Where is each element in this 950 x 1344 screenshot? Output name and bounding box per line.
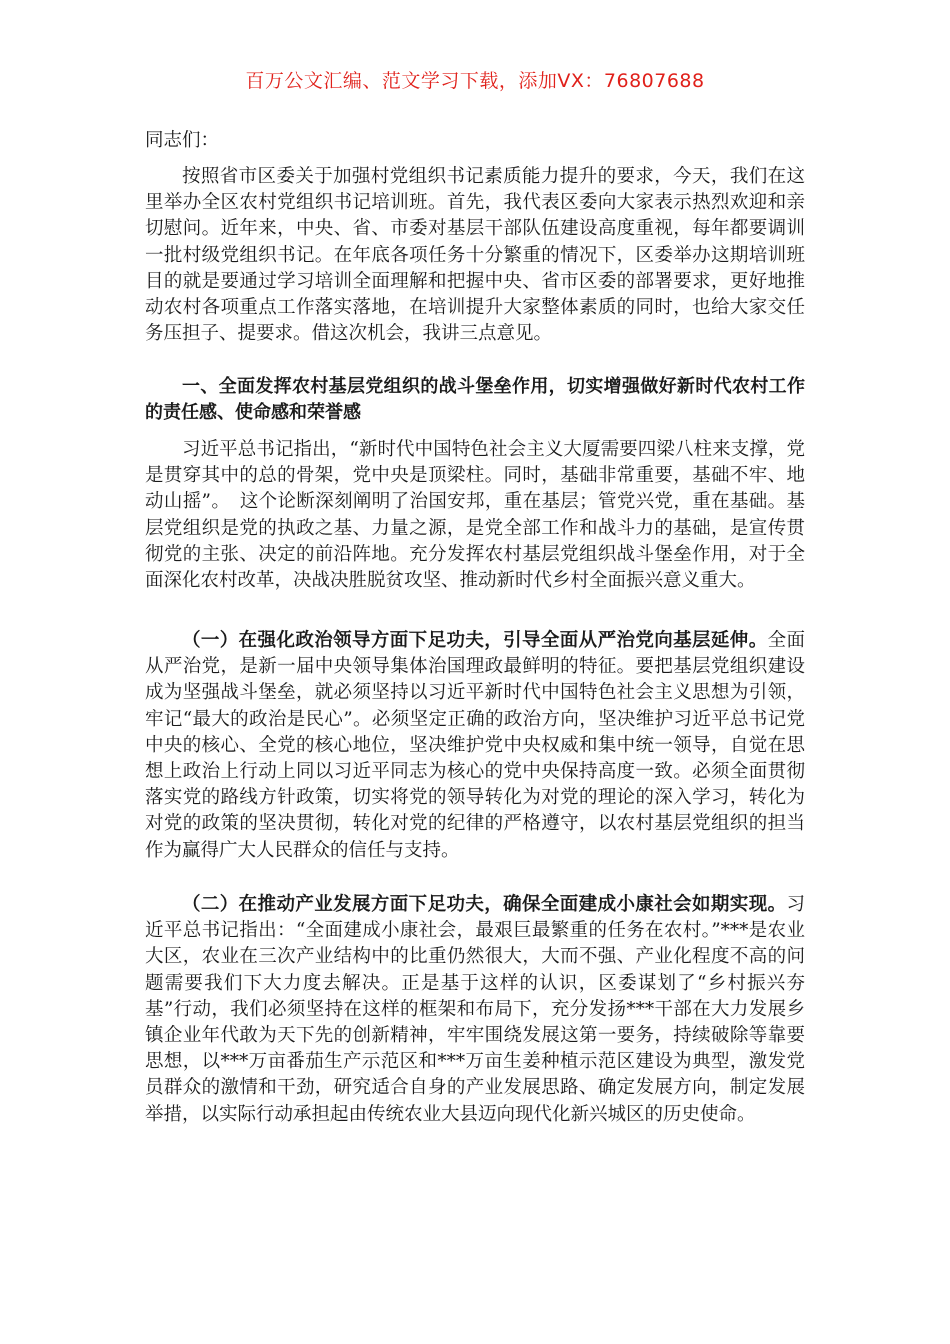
salutation: 同志们： (145, 130, 220, 151)
intro-paragraph: 按照省市区委关于加强村党组织书记素质能力提升的要求，今天，我们在这里举办全区农村党组织书记培训班。首先，我代表区委向大家表示热烈欢迎和亲切慰问。近年来，中央、省、市委对基层干部队伍建设高度重视，每年都要调训一批村级党组织书记。在年底各项任务十分繁重的情况下，区委举办这期培训班目的就是要通过学习培训全面理解和把握中央、省市区委的部署要求，更好地推动农村各项重点工作落实落地，在培训提升大家整体素质的同时，也给大家交任务压担子、提要求。借这次机会，我讲三点意见。 (145, 166, 805, 345)
section-1-paragraph: 习近平总书记指出，“新时代中国特色社会主义大厦需要四梁八柱来支撑，党是贯穿其中的总的骨架，党中央是顶梁柱。同时，基础非常重要，基础不牢、地动山摇”。 这个论断深刻阐明了治国安邦，重在基层；管党兴党，重在基础。基层党组织是党的执政之基、力量之源，是党全部工作和战斗力的基础，是宣传贯彻党的主张、决定的前沿阵地。充分发挥农村基层党组织战斗堡垒作用，对于全面深化农村改革，决战决胜脱贫攻坚、推动新时代乡村全面振兴意义重大。 (145, 439, 805, 592)
subsection-2-paragraph (145, 892, 805, 1128)
section-1-heading: 一、全面发挥农村基层党组织的战斗堡垒作用，切实增强做好新时代农村工作的责任感、使命感和荣誉感 (145, 376, 805, 424)
subsection-2-body: 习近平总书记指出：“全面建成小康社会，最艰巨最繁重的任务在农村。”***是农业大区，农业在三次产业结构中的比重仍然很大，大而不强、产业化程度不高的问题需要我们下大力度去解决。正是基于这样的认识，区委谋划了“乡村振兴夯基”行动，我们必须坚持在这样的框架和布局下，充分发扬***干部在大力发展乡镇企业年代敢为天下先的创新精神，牢牢围绕发展这第一要务，持续破除等靠要思想，以***万亩番茄生产示范区和***万亩生姜种植示范区建设为典型，激发党员群众的激情和干劲，研究适合自身的产业发展思路、确定发展方向，制定发展举措，以实际行动承担起由传统农业大县迈向现代化新兴城区的历史使命。 (145, 894, 805, 1125)
subsection-2-lead: （二）在推动产业发展方面下足功夫，确保全面建成小康社会如期实现。 (182, 894, 787, 915)
subsection-1-paragraph (145, 628, 805, 864)
subsection-1-body: 全面从严治党，是新一届中央领导集体治国理政最鲜明的特征。要把基层党组织建设成为坚强战斗堡垒，就必须坚持以习近平新时代中国特色社会主义思想为引领，牢记“最大的政治是民心”。必须坚定正确的政治方向，坚决维护习近平总书记党中央的核心、全党的核心地位，坚决维护党中央权威和集中统一领导，自觉在思想上政治上行动上同以习近平同志为核心的党中央保持高度一致。必须全面贯彻落实党的路线方针政策，切实将党的领导转化为对党的理论的深入学习，转化为对党的政策的坚决贯彻，转化对党的纪律的严格遵守，以农村基层党组织的担当作为赢得广大人民群众的信任与支持。 (145, 630, 805, 861)
subsection-1-lead: （一）在强化政治领导方面下足功夫，引导全面从严治党向基层延伸。 (182, 630, 768, 651)
watermark-banner: 百万公文汇编、范文学习下载，添加VX：76807688 (245, 70, 705, 92)
